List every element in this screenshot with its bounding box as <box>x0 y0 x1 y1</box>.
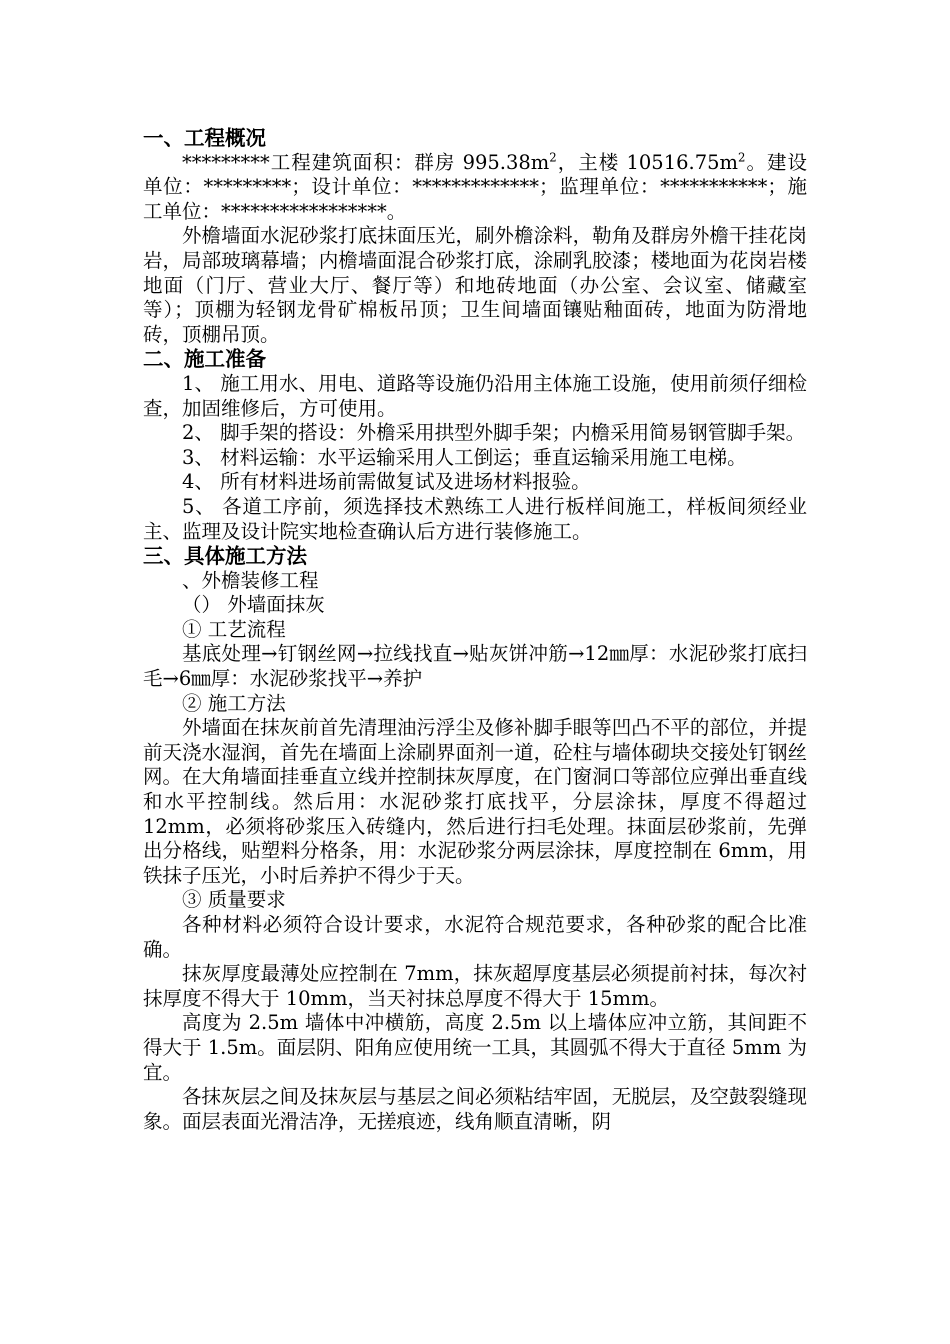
paragraph: 高度为 2.5m 墙体中冲横筋，高度 2.5m 以上墙体应冲立筋，其间距不得大于 1.5m。面层阴、阳角应使用统一工具，其圆弧不得大于直径 5mm 为宜。 <box>143 1011 807 1084</box>
section-heading-methods: 三、具体施工方法 <box>143 544 307 569</box>
section-heading-overview: 一、工程概况 <box>143 126 266 150</box>
subheading: ② 施工方法 <box>182 691 286 715</box>
paragraph: 各种材料必须符合设计要求，水泥符合规范要求，各种砂浆的配合比准确。 <box>143 913 807 961</box>
section-heading-preparation: 二、施工准备 <box>143 347 266 372</box>
subheading: ① 工艺流程 <box>182 617 286 641</box>
list-item: 1、 施工用水、用电、道路等设施仍沿用主体施工设施，使用前须仔细检查，加固维修后，方可使用。 <box>143 371 807 420</box>
subheading: ③ 质量要求 <box>182 888 286 912</box>
paragraph: 外檐墙面水泥砂浆打底抹面压光，刷外檐涂料，勒角及群房外檐干挂花岗岩，局部玻璃幕墙；内檐墙面混合砂浆打底，涂刷乳胶漆；楼地面为花岗岩楼地面（门厅、营业大厅、餐厅等）和地砖地面（办公室、会议室、储藏室等）；顶棚为轻钢龙骨矿棉板吊顶；卫生间墙面镶贴釉面砖，地面为防滑地砖，顶棚吊顶。 <box>143 224 807 346</box>
paragraph: 各抹灰层之间及抹灰层与基层之间必须粘结牢固，无脱层，及空鼓裂缝现象。面层表面光滑洁净，无搓痕迹，线角顺直清晰，阴 <box>143 1085 807 1133</box>
paragraph: 外墙面在抹灰前首先清理油污浮尘及修补脚手眼等凹凸不平的部位，并提前天浇水湿润，首先在墙面上涂刷界面剂一道，砼柱与墙体砌块交接处钉钢丝网。在大角墙面挂垂直立线并控制抹灰厚度，在门窗洞口等部位应弹出垂直线和水平控制线。然后用：水泥砂浆打底找平，分层涂抹，厚度不得超过 12mm，必须将砂浆压入砖缝内，然后进行扫毛处理。抹面层砂浆前，先弹出分格线，贴塑料分格条，用：水泥砂浆分两层涂抹，厚度控制在 6mm，用铁抹子压光，小时后养护不得少于天。 <box>143 716 807 887</box>
list-item: 2、 脚手架的搭设：外檐采用拱型外脚手架；内檐采用简易钢管脚手架。 <box>182 421 806 445</box>
list-item: 5、 各道工序前，须选择技术熟练工人进行板样间施工，样板间须经业主、监理及设计院实地检查确认后方进行装修施工。 <box>143 494 807 543</box>
paragraph: 抹灰厚度最薄处应控制在 7mm，抹灰超厚度基层必须提前衬抹，每次衬抹厚度不得大于 10mm，当天衬抹总厚度不得大于 15mm。 <box>143 962 807 1010</box>
list-item: 4、 所有材料进场前需做复试及进场材料报验。 <box>182 470 591 494</box>
paragraph: 基底处理→钉钢丝网→拉线找直→贴灰饼冲筋→12㎜厚：水泥砂浆打底扫毛→6㎜厚：水泥砂浆找平→养护 <box>143 642 807 691</box>
paragraph-project-info: *********工程建筑面积：群房 $995.38m^2$，主楼 $10516.75m^2$。建设单位：*********；设计单位：*************；监理单位：***********；施工单位：*****************。 <box>143 150 808 223</box>
subheading: （） 外墙面抹灰 <box>182 593 325 617</box>
subheading: 、外檐装修工程 <box>182 568 319 592</box>
document-body <box>143 126 807 1134</box>
list-item: 3、 材料运输：水平运输采用人工倒运；垂直运输采用施工电梯。 <box>182 445 747 469</box>
